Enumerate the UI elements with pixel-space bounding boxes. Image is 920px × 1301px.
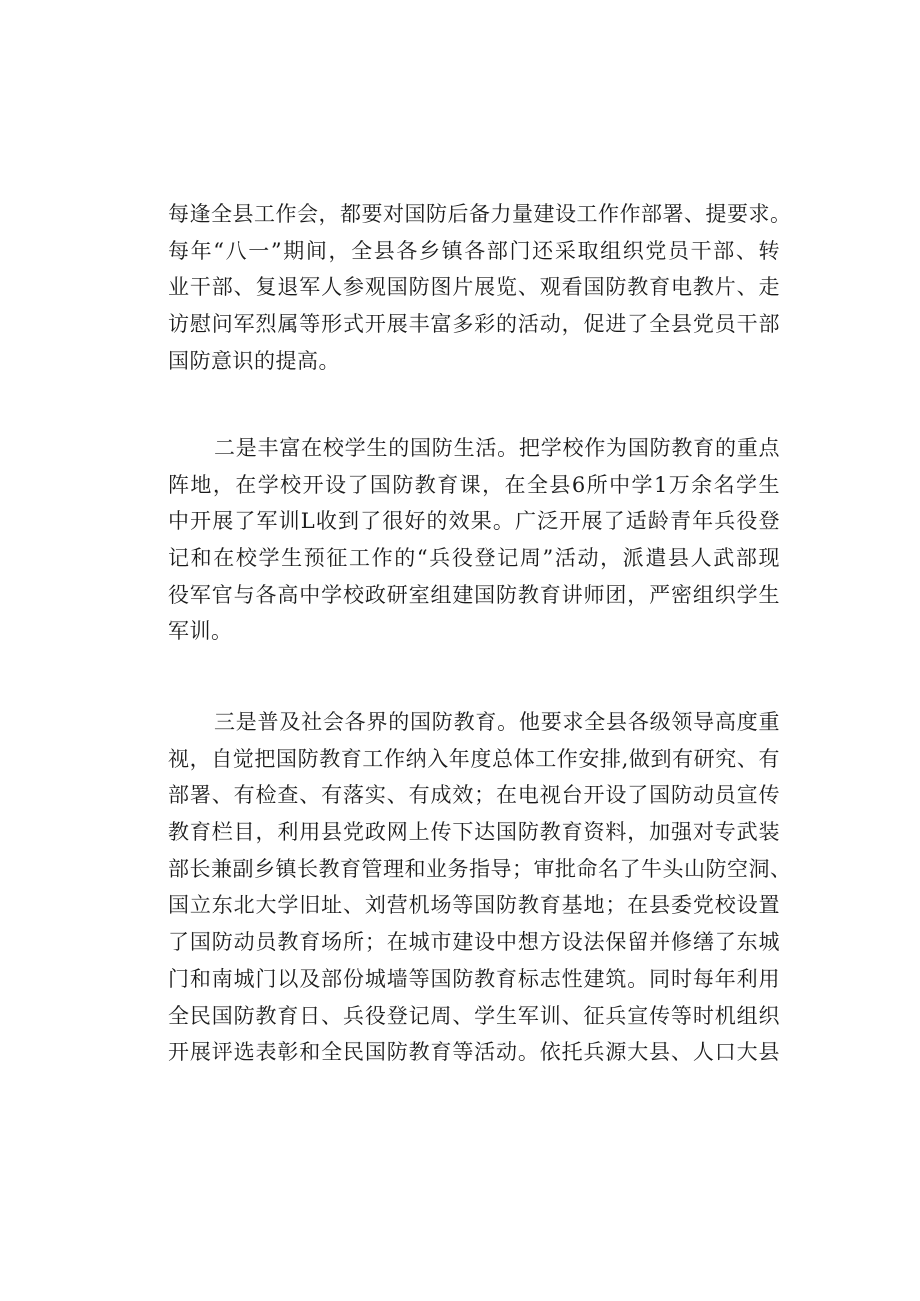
text-line: 军训。: [168, 619, 233, 644]
text-line: 每年“八一”期间，全县各乡镇各部门还采取组织党员干部、转: [168, 238, 780, 263]
text-line: 部署、有检查、有落实、有成效；在电视台开设了国防动员宣传: [168, 783, 780, 808]
text-line: 役军官与各高中学校政研室组建国防教育讲师团，严密组织学生: [168, 582, 780, 607]
text-line: 访慰问军烈属等形式开展丰富多彩的活动，促进了全县党员干部: [168, 312, 780, 337]
text-line: 每逢全县工作会，都要对国防后备力量建设工作作部署、提要求。: [168, 202, 792, 226]
text-line: 教育栏目，利用县党政网上传下达国防教育资料，加强对专武装: [168, 820, 780, 845]
text-line: 开展评选表彰和全民国防教育等活动。依托兵源大县、人口大县: [168, 1040, 780, 1065]
text-line: 国防意识的提高。: [168, 348, 340, 373]
text-line: 视，自觉把国防教育工作纳入年度总体工作安排,做到有研究、有: [168, 746, 780, 771]
text-line: 业干部、复退军人参观国防图片展览、观看国防教育电教片、走: [168, 275, 780, 300]
text-line: 部长兼副乡镇长教育管理和业务指导；审批命名了牛头山防空洞、: [168, 856, 792, 881]
text-line: 了国防动员教育场所；在城市建设中想方设法保留并修缮了东城: [168, 930, 780, 955]
text-line: 中开展了军训L收到了很好的效果。广泛开展了适龄青年兵役登: [168, 509, 780, 534]
paragraph-student-defense-life: [168, 430, 780, 650]
paragraph-party-cadre-defense: [168, 196, 792, 379]
text-line: 三是普及社会各界的国防教育。他要求全县各级领导高度重: [214, 710, 780, 734]
text-line: 记和在校学生预征工作的“兵役登记周”活动，派遣县人武部现: [168, 546, 780, 571]
text-line: 阵地，在学校开设了国防教育课，在全县6所中学1万余名学生: [168, 472, 780, 497]
paragraph-public-defense-education: [168, 704, 792, 1071]
text-line: 全民国防教育日、兵役登记周、学生军训、征兵宣传等时机组织: [168, 1003, 780, 1028]
text-line: 门和南城门以及部份城墙等国防教育标志性建筑。同时每年利用: [168, 966, 780, 991]
text-line: 国立东北大学旧址、刘营机场等国防教育基地；在县委党校设置: [168, 893, 780, 918]
text-line: 二是丰富在校学生的国防生活。把学校作为国防教育的重点: [214, 436, 780, 460]
